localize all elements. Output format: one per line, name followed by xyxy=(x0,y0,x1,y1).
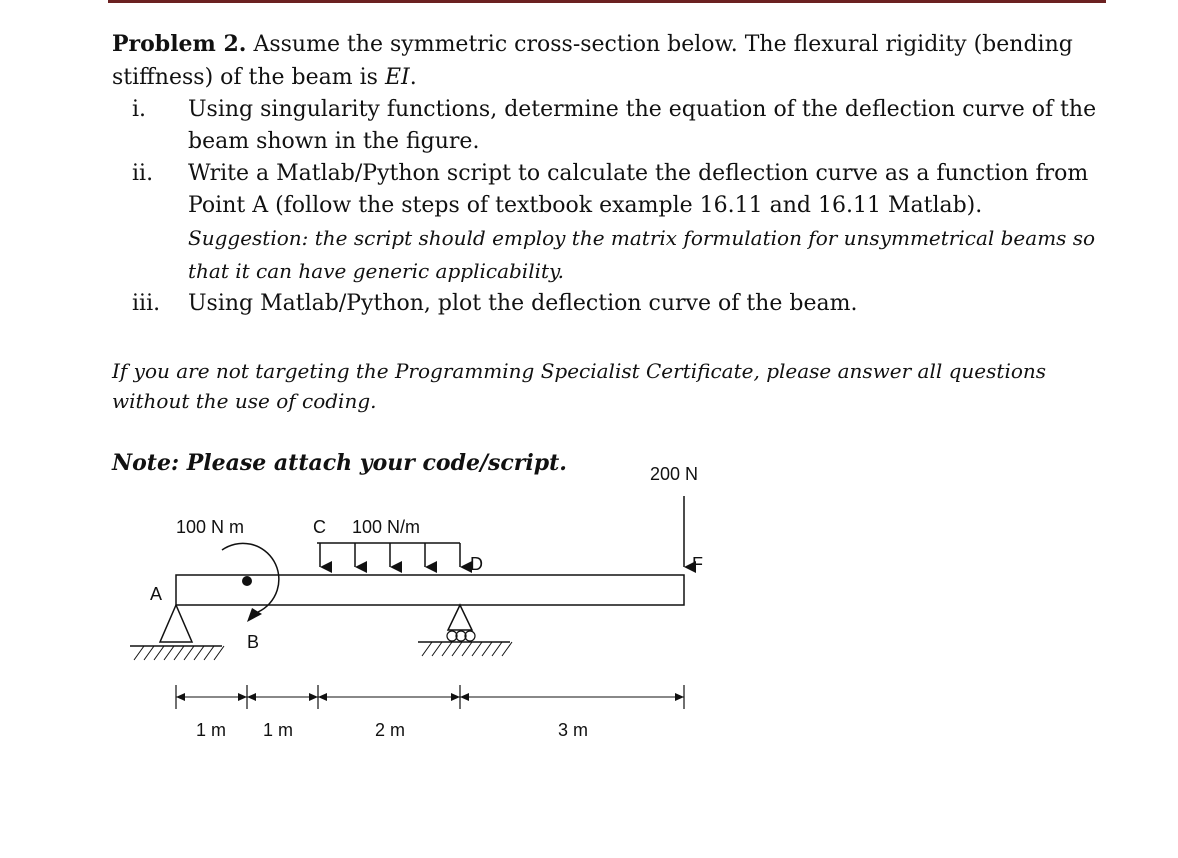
item-number: iii. xyxy=(132,291,161,316)
roller-support xyxy=(418,605,512,656)
point-d-label: D xyxy=(470,554,483,574)
dimension-line xyxy=(176,685,684,709)
item-number: i. xyxy=(132,97,147,122)
dimension-cd: 2 m xyxy=(375,720,406,740)
coding-note: If you are not targeting the Programming Specialist Certificate, please answer all questions without the use of coding. xyxy=(112,359,1047,413)
item-text: Write a Matlab/Python script to calculate the deflection curve as a function from Point A (follow the steps of textbook example 16.11 and 16.11 Matlab). xyxy=(188,161,1089,218)
item-number: ii. xyxy=(132,161,154,186)
pin-support xyxy=(130,605,224,660)
dimension-ab: 1 m xyxy=(196,720,227,740)
problem-intro: Assume the symmetric cross-section below. The flexural rigidity (bending stiffness) of the beam is xyxy=(112,32,1073,90)
item-text: Using Matlab/Python, plot the deflection curve of the beam. xyxy=(188,291,858,316)
point-c-label: C xyxy=(313,517,326,537)
distributed-load xyxy=(317,543,460,567)
point-b-label: B xyxy=(247,632,260,652)
moment-arrow-icon xyxy=(222,543,279,622)
attach-note: Note: Please attach your code/script. xyxy=(112,450,567,476)
problem-period: . xyxy=(409,65,417,90)
beam xyxy=(176,575,684,605)
item-suggestion: Suggestion: the script should employ the matrix formulation for unsymmetrical beams so that it can have generic applicability. xyxy=(188,226,1096,283)
problem-heading: Problem 2. xyxy=(112,31,247,57)
point-a-label: A xyxy=(150,584,163,604)
dimension-df: 3 m xyxy=(558,720,589,740)
distributed-load-label: 100 N/m xyxy=(352,517,421,537)
moment-label: 100 N m xyxy=(176,517,245,537)
dimension-bc: 1 m xyxy=(263,720,294,740)
point-load-label: 200 N xyxy=(650,464,699,484)
flexural-rigidity-symbol: EI xyxy=(384,65,410,90)
point-f-label: F xyxy=(692,554,703,574)
item-text: Using singularity functions, determine the equation of the deflection curve of the beam shown in the figure. xyxy=(188,97,1097,154)
